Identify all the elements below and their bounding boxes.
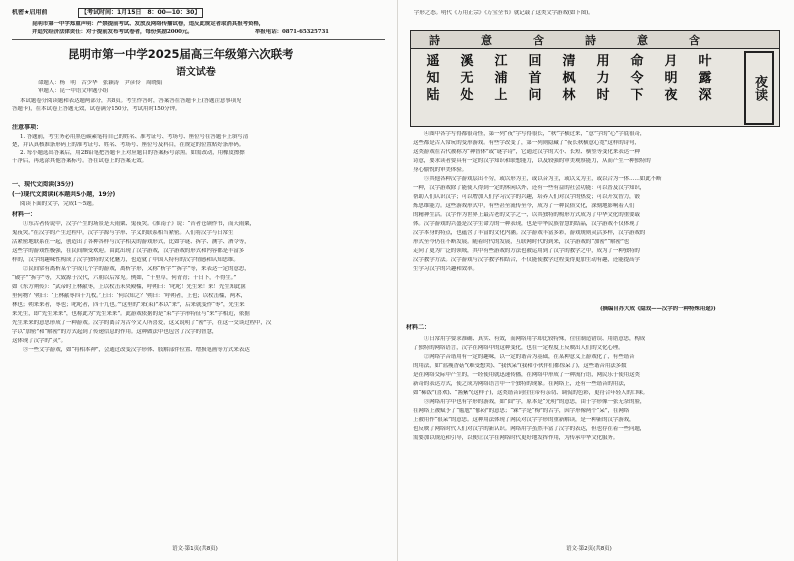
- figure-char: 回: [528, 54, 542, 69]
- para-line: 鬼夜哭。”在汉字的产生过程中，汉字字源与字形、字义的联系相当紧密。人们将汉字与日常生: [12, 230, 234, 236]
- figure-char: 力: [596, 71, 610, 86]
- para-line: 林也；朔来来者，枣也；叱叱者，四十九也。’”这里的“来(朿)”本以“来”，后来就变作“枣”，先生来: [12, 302, 245, 308]
- word-puzzle-figure: [410, 30, 780, 127]
- figure-title-band: [411, 31, 779, 49]
- figure-char: 用: [596, 54, 610, 69]
- figure-column: [489, 53, 513, 104]
- figure-column: [625, 53, 649, 104]
- figure-char: 露: [698, 71, 712, 86]
- material-two-label: 材料二：: [406, 324, 430, 331]
- figure-char: 首: [528, 71, 542, 86]
- figure-char: 夜: [664, 88, 678, 103]
- band-char: 詩: [585, 34, 596, 47]
- figure-char: 清: [562, 54, 576, 69]
- seal-stamp: 夜读: [744, 51, 774, 125]
- band-char: 意: [637, 34, 648, 47]
- right-para-line: ④图中各字写得都很奇怪，第一列“夜”字写得很长，“秋”字横过来，“意”字的“心”字底很奇，: [413, 131, 646, 137]
- right-para2-line: 如“稀饭”(喜欢)、“酱紫”(这样子)，这类谐音词往往带有亲切、调侃的色彩，更符合年轻人的口味。: [413, 390, 649, 396]
- band-char: 詩: [429, 34, 440, 47]
- figure-column: [421, 53, 445, 104]
- para-line: “破字”“拆字”等，大致源于汉代，六朝以后常见。例如，“千里草，何青青；十日卜，不得生。”: [12, 275, 237, 281]
- figure-char: 问: [528, 88, 542, 103]
- band-char: 含: [689, 34, 700, 47]
- right-para2-line: 需要加以规范和引导，以便让汉字在网络时代更好地发挥作用，为传承中华文化服务。: [413, 435, 619, 441]
- exam-title: 昆明市第一中学2025届高三年级第六次联考: [68, 47, 294, 61]
- exam-subject: 语文试卷: [176, 67, 216, 78]
- right-para-line: 体。汉字游戏的兴盛是汉字生命力的一种表现，也是中华民族智慧的结晶，汉字游戏不仅体现了: [413, 221, 640, 227]
- figure-char: 枫: [562, 71, 576, 86]
- figure-char: 上: [494, 88, 508, 103]
- right-para-line: 的精神生活。汉字作为世界上最古老的文字之一，以其独特的构形方式成为了中华文化的重要载: [413, 212, 640, 218]
- right-para-line: 帮助人们认识汉字；可以增加人们学习汉字的兴趣，培养人们对汉字的热爱；可以开发智力，锻: [413, 194, 640, 200]
- figure-char: 江: [494, 54, 508, 69]
- right-para-line: 汉字本身的特点，也蕴含了丰富的文化内涵。汉字游戏丰富多彩，游戏规则灵活多样，汉字游戏的: [413, 230, 646, 236]
- figure-column: [591, 53, 615, 104]
- intro-line-2: 答题卡)，在本试卷上答题无效，试卷满分150分，考试用时150分钟。: [12, 106, 181, 112]
- figure-char: 命: [630, 54, 644, 69]
- figure-column: [557, 53, 581, 104]
- header-rule: [12, 39, 385, 40]
- right-para-line: 这些都是古人常玩的变形游戏。有些字改变了，第一列则隐藏了“夜长秋横意心宽”这样的诗句，: [413, 140, 640, 146]
- right-para2-line: ②网络字音谐用有一定的趣味，以一定的谐音为基础，在某种意义上游戏化了，有些谐音: [413, 354, 635, 360]
- citation: (摘编自苏大成《隐戏——汉字的一种特殊用途》): [600, 306, 716, 312]
- figure-char: 下: [630, 88, 644, 103]
- caution-line-1: 1. 答题前，考生务必用黑色碳素笔将自己的姓名、准考证号、考场号、座位号在答题卡上填写清: [20, 134, 249, 140]
- right-para-line: 生学习汉字的兴趣和效率。: [413, 266, 478, 272]
- right-para-line: 炼思维能力。这些游戏形式中，有些甚至流传至今，成为了一种民俗文化，深刻地影响着人们: [413, 203, 635, 209]
- figure-char: 令: [630, 71, 644, 86]
- page-one-footer: 语文·第1页(共8页): [172, 546, 218, 552]
- right-para-line: 身心愉悦的审美体验。: [413, 167, 468, 173]
- right-para2-line: 在网络上被赋予了“尴尬”“郁闷”的意思；“槑”字是“梅”的古字，因字形像两个“呆”，在网络: [413, 408, 630, 414]
- figure-char: 林: [562, 88, 576, 103]
- figure-char: 月: [664, 54, 678, 69]
- figure-char: 无: [460, 71, 474, 86]
- para-line: 样的，汉字的趣味性构成了汉字独特的文化魅力，也造就了中国人特有的汉字情感和认知思维。: [12, 257, 239, 263]
- secret-tag: 机密★启用前: [12, 9, 48, 16]
- right-para-line: 形式至今仍在不断发展。随着时代的发展，互联网时代的到来，汉字游戏的“加密”“解密”也: [413, 239, 630, 245]
- reviewer: 审题人：昆一中语文审题小组: [38, 88, 109, 94]
- exam-time: 【考试时间：1月15日 8：00—10：30】: [78, 8, 203, 18]
- para-line: ①东古者传说中，汉字产生的场景是天雨粟、鬼夜哭。《淮南子》说：“昔者仓颉作书，而天雨粟，: [12, 221, 255, 227]
- figure-column: [659, 53, 683, 104]
- page-two-footer: 语文·第2页(共8页): [566, 546, 612, 552]
- figure-column: [455, 53, 479, 104]
- figure-char: 遥: [426, 54, 440, 69]
- figure-char: 知: [426, 71, 440, 86]
- para-line: 来先生，即“先生来来”，也称此为“先生来来”。此游戏依据的是“朿”字字形特征与“来”字相近，依据: [12, 311, 250, 317]
- caution-line-2: 楚，并认真核准条形码上的准考证号、姓名、考场号、座位号及科目，在规定的位置贴好条形码。: [12, 142, 245, 148]
- figure-char: 明: [664, 71, 678, 86]
- section-title: 一、现代文阅读(35分): [12, 181, 74, 188]
- para-line: 里何物？’朔曰：‘上林献枣四十九枚。’上曰：‘何以知之？’朔曰：‘呼朔者，上也；以杖击槛，两木，: [12, 293, 246, 299]
- band-char: 意: [481, 34, 492, 47]
- right-para2-line: 新奇的表达方式，使之成为网络语言中一个独特的现象。在网络上，还有一些谐音的用法，: [413, 381, 630, 387]
- authors: 命题人：杨 明 古少华 张颖涛 尹彦伶 周晓娟: [38, 80, 163, 86]
- figure-char: 深: [698, 88, 712, 103]
- figure-char: 时: [596, 88, 610, 103]
- right-para2-line: 是在网络交际中产生的，一经使用就迅速传播，在网络中形成了一种流行语，网民乐于使用这类: [413, 372, 640, 378]
- right-para-line: ⑤其他各种汉字游戏层出不穷，或以形为主，或以音为主，或以义为主，或以合为一体……如此不断: [413, 176, 662, 182]
- right-para2-line: ③网络用字中也有字形的游戏，如“囧”字，原本是“光明”的意思，由于字形像一张无奈的脸，: [413, 399, 646, 405]
- intro-line-1: 本试题卷分阅读题和表达题两部分，共8页。考生作答时，答案答在答题卡上(答题注意事项见: [20, 98, 242, 104]
- right-para-line: 一种，汉字游戏除了能使人得到一定的休闲以外，还有一些有益的社会功能：可以普及汉字知识，: [413, 185, 646, 191]
- para-line: 这些字的游戏性极强，在民间颇受欢迎。由此出现了汉字游戏，汉字游戏的形式和内容都是丰富多: [12, 248, 245, 254]
- para-line: 先生来来的意思形成了一种游戏。汉字的离合为古今文人所喜爱，这又说明了“密”字，在这一交谈过程中，汉: [12, 320, 272, 326]
- figure-column: [693, 53, 717, 104]
- right-para2-line: 也反映了网络时代人们对汉字的新认识。网络用字虽然丰富了汉字的表达，但也存在着一些问题，: [413, 426, 646, 432]
- notice-hotline: 举报电话：0871-65325731: [255, 29, 329, 35]
- right-para2-line: 上被用作“很呆”的意思。这种用法体现了网民对汉字字形的重新解读，是一种新的汉字游戏，: [413, 417, 635, 423]
- right-para-line: 走向了更为广泛的领域，其中有些游戏的方法也被运用到了汉字的教学之中，成为了一种独特的: [413, 248, 640, 254]
- para-line: 如《东方朔传》：“武帝时上林献枣，上以杖击未央殿槛，呼朔曰：‘叱叱！先生来！来！先生知此箧: [12, 284, 246, 290]
- right-para-line: 诗意，要求读者要具有一定的汉字知识和联想能力，以及较强的审美观察能力，从而产生一种独特的: [413, 158, 651, 164]
- material-one-label: 材料一：: [12, 211, 36, 218]
- figure-char: 陆: [426, 88, 440, 103]
- para-line: ③一些文字游戏，如“将相本神”，会通过改变汉字形体、肢解部件位置、增损笔画等方式来表达: [12, 347, 250, 353]
- subsection-title: (一)现代文阅读Ⅰ(本题共5小题，19分): [12, 191, 116, 198]
- cautions-label: 注意事项：: [12, 124, 42, 131]
- right-para2-line: 了独特的网络语言，汉字在网络中的这种变化，也在一定程度上反映出人们的文化心理。: [413, 345, 624, 351]
- right-para2-line: 的用法，如“蓝瘦香菇”(难受想哭)、“我伙呆”(我和小伙伴们都惊呆了)，这些谐音用法多数: [413, 363, 627, 369]
- right-para2-line: ①日常用字要求准确、真实、有效，而网络用字却比较特殊，往往制造错误、用错意思，构成: [413, 336, 646, 342]
- band-char: 含: [533, 34, 544, 47]
- figure-char: 浦: [494, 71, 508, 86]
- caution-line-4: 干净后，再选涂其他答案标号。答在试卷上的答案无效。: [12, 158, 148, 164]
- figure-char: 处: [460, 88, 474, 103]
- figure-char: 溪: [460, 54, 474, 69]
- subsection-instruction: 阅读下面的文字，完成1～5题。: [20, 201, 97, 207]
- notice-line-2: 并追究经济法律责任：对于提前发布考试卷者，每份奖励2000元。: [32, 29, 193, 35]
- para-line: 字以“加密”和“解密”的方式起到了传递信息的作用。这种做法中也包含了汉字的智慧，: [12, 329, 218, 335]
- right-para-line: 这类游戏在古代被称为“神智体”或“谜字诗”，它通过汉字的大小、长短、横竖等变化来表达一种: [413, 149, 640, 155]
- para-line: 活紧密地联系在一起，创造出了各种各样与汉字相关的游戏形式，比如字谜、拆字、测字、酒令等，: [12, 239, 250, 245]
- figure-column: [523, 53, 547, 104]
- figure-char: 叶: [698, 54, 712, 69]
- caution-line-3: 2. 每小题选出答案后，用2B铅笔把答题卡上对应题目的答案标号涂黑。如需改动，用橡皮擦擦: [20, 150, 245, 156]
- notice-line-1: 昆明市第一中学郑重声明：严禁提前考试、发放及网络传播试卷，违反此规定者取消其报考资格，: [32, 21, 265, 27]
- right-para-line: 汉字教学方法。汉字游戏与汉字教学相结合，不仅能使教学过程变得更加生动有趣，还能提高学: [413, 257, 640, 263]
- top-line: 字形之态。明代《万用正宗》《万宝全书》就记载了这类文字游戏(如下图)。: [414, 10, 594, 16]
- para-line: ②民间常有离析某个字成几个字的游戏，离析字形，又称“析字”“拆字”等，来表达一定的意思，: [12, 266, 250, 272]
- para-line: 这体现了汉字的“灵”。: [12, 338, 67, 344]
